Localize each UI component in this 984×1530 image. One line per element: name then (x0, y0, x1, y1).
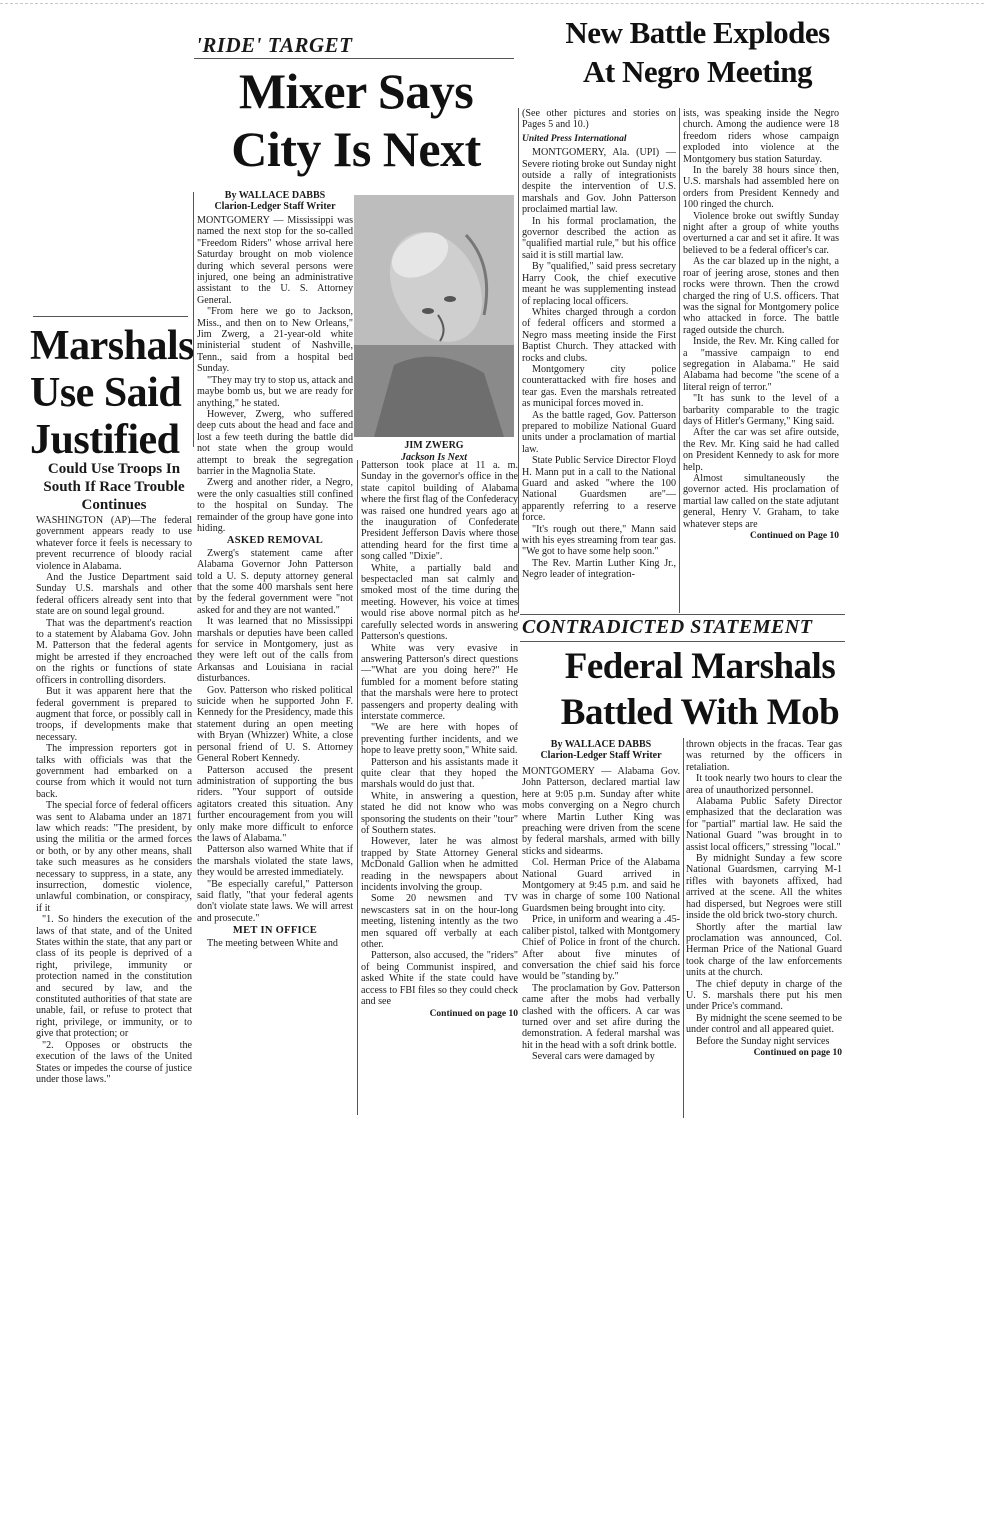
paragraph: After the car was set afire outside, the Rev. Mr. King said he had called on President Kennedy to ask for more help. (683, 427, 839, 473)
marshals-deck: Could Use Troops In South If Race Trouble Continues (43, 461, 185, 513)
paragraph: As the car blazed up in the night, a roar of jeering arose, stones and then rocks were thrown. Then the crowd charged the ring of U.S. officers. That was the signal for Montgomery police who attacked in force. The battle raged outside the church. (683, 256, 839, 336)
battle-headline-line2: At Negro Meeting (582, 54, 812, 89)
battle-column-2 (683, 108, 839, 542)
paragraph: However, later he was almost trapped by State Attorney General McDonald Gallion when he admitted reading in the newspapers about incidents involving the group. (361, 836, 518, 894)
section-rule (520, 641, 845, 642)
paragraph: As the battle raged, Gov. Patterson prepared to mobilize National Guard units under a proclamation of martial law. (522, 409, 676, 455)
paragraph: Price, in uniform and wearing a .45-caliber pistol, talked with Montgomery Chief of Police in front of the church. After about five minutes of conversation the chief said his force would be "standing by." (522, 914, 680, 983)
paragraph: Violence broke out swiftly Sunday night after a group of white youths overturned a car and set it afire. It was believed to be a federal officer's car. (683, 210, 839, 256)
paragraph: The impression reporters got in talks with officials was that the government had embarked on a course from which it would not turn back. (36, 743, 192, 800)
paragraph: ists, was speaking inside the Negro church. Among the audience were 18 freedom riders whose campaign exploded into violence at the Montgomery bus station Saturday. (683, 108, 839, 165)
paragraph: Patterson and his assistants made it quite clear that they hoped the marshals would do just that. (361, 756, 518, 791)
marshals-top-rule (33, 316, 188, 317)
paragraph: The chief deputy in charge of the U. S. marshals there put his men under Price's command. (686, 978, 842, 1013)
column-divider (357, 460, 358, 1115)
federal-headline-line1: Federal Marshals (564, 646, 836, 687)
marshals-body (36, 515, 192, 1085)
mixer-subhead-met-in-office: MET IN OFFICE (232, 925, 318, 937)
paragraph: However, Zwerg, who suffered deep cuts about the head and face and lost a few teeth during the battle did not state when the group would attempt to break the segregation barrier in the Magnolia State. (197, 408, 353, 477)
paragraph: "It's rough out there," Mann said with his eyes streaming from tear gas. "We got to have some help soon." (522, 523, 676, 558)
paragraph: And the Justice Department said Sunday U.S. marshals and other federal officers already sent into that state are on sound legal ground. (36, 572, 192, 618)
marshals-headline-line3: Justified (30, 417, 180, 463)
paragraph: White, in answering a question, stated he did not know who was sponsoring the students on their "tour" of Southern states. (361, 790, 518, 836)
paragraph: That was the department's reaction to a statement by Alabama Gov. John M. Patterson that the federal agents might be arrested if they encroached on the rights or functions of state officers in controlling disorders. (36, 617, 192, 686)
paragraph: Col. Herman Price of the Alabama National Guard arrived in Montgomery at 9:45 p.m. and said he was in charge of some 100 National Guardsmen being brought into city. (522, 857, 680, 914)
paragraph: "1. So hinders the execution of the laws of that state, and of the United States within the state, that any part or class of its people is deprived of a right, privilege, immunity or protection named in the constitution and secured by law, and the constituted authorities of that state are unable, fail, or refuse to protect that right, privilege, or immunity, or to give that protection; or (36, 914, 192, 1040)
paragraph: White, a partially bald and bespectacled man sat calmly and smoked most of the time during the meeting. However, his voice at times would rise above normal pitch as he carefully selected words in answering Patterson's questions. (361, 562, 518, 643)
paragraph: MONTGOMERY — Mississippi was named the next stop for the so-called "Freedom Riders" whose arrival here Saturday brought on mob violence during which several persons were injured, one being an administrative assistant to the U. S. Attorney General. (197, 215, 353, 306)
paragraph: State Public Service Director Floyd H. Mann put in a call to the National Guard and asked "where the 100 National Guardsmen are"—apparently referring to a reserve force. (522, 455, 676, 524)
paragraph: Inside, the Rev. Mr. King called for a "massive campaign to end segregation in Alabama." He said Alabama had become "the scene of a literal reign of terror." (683, 336, 839, 393)
paragraph: "2. Opposes or obstructs the execution of the laws of the United States or impedes the course of justice under those laws." (36, 1039, 192, 1085)
paragraph: "From here we go to Jackson, Miss., and then on to New Orleans," Jim Zwerg, a 21-year-old white ministerial student of Nashville, Tenn., said from a hospital bed Sunday. (197, 306, 353, 375)
paragraph: Patterson, also accused, the "riders" of being Communist inspired, and asked White if the state could have access to FBI files so they could check and see (361, 950, 518, 1008)
paragraph: MONTGOMERY — Alabama Gov. John Patterson, declared martial law here at 9:05 p.m. Sunday after white mobs converging on a Negro church where Martin Luther King was preaching were driven from the scene by federal marshals, armed with billy sticks and sidearms. (522, 766, 680, 857)
paragraph: Gov. Patterson who risked political suicide when he supported John F. Kennedy for the Presidency, made this statement during an open meeting with Bryan (Whizzer) White, a close personal friend of U. S. Attorney General Robert Kennedy. (197, 684, 353, 765)
federal-headline-line2: Battled With Mob (560, 692, 840, 733)
mixer-byline: By WALLACE DABBS (224, 190, 326, 201)
jim-zwerg-photo (354, 195, 514, 437)
federal-continued: Continued on page 10 (753, 1047, 842, 1058)
paragraph: In his formal proclamation, the governor described the action as "qualified martial rule," but his office said it is still martial law. (522, 215, 676, 261)
paragraph: "They may try to stop us, attack and maybe bomb us, but we are ready for anything," he stated. (197, 374, 353, 409)
federal-byline: By WALLACE DABBS (550, 739, 652, 750)
paragraph: By "qualified," said press secretary Harry Cook, the chief executive meant he was supplementing instead of replacing local officers. (522, 261, 676, 307)
battle-headline-line1: New Battle Explodes (565, 15, 830, 50)
paragraph: Several cars were damaged by (532, 1051, 655, 1063)
column-divider (679, 108, 680, 613)
federal-kicker: CONTRADICTED STATEMENT (522, 616, 813, 638)
federal-column-2 (686, 739, 842, 1059)
paragraph: By midnight Sunday a few score National Guardsmen, carrying M-1 rifles with bayonets affixed, had arrived at the scene. All the whites had dispersed, but Negroes were still inside the old brick two-story church. (686, 853, 842, 922)
paragraph: MONTGOMERY, Ala. (UPI) — Severe rioting broke out Sunday night outside a rally of integrationists despite the intervention of U.S. marshals and Gov. John Patterson proclaimed martial law. (522, 147, 676, 216)
paragraph: Alabama Public Safety Director emphasized that the declaration was for "partial" martial law. He said the National Guard "was brought in to assist local officers," stressing "local." (686, 796, 842, 853)
section-rule (520, 614, 845, 615)
column-divider (683, 738, 684, 1118)
paragraph: The Rev. Martin Luther King Jr., Negro leader of integration- (522, 557, 676, 581)
mixer-continued: Continued on page 10 (429, 1008, 518, 1019)
marshals-headline-line2: Use Said (30, 370, 182, 416)
paragraph: It took nearly two hours to clear the area of unauthorized personnel. (686, 773, 842, 796)
federal-column-1 (522, 766, 680, 1063)
paragraph: Montgomery city police counterattacked with fire hoses and tear gas. Even the marshals retreated as municipal forces moved in. (522, 363, 676, 410)
paragraph: Almost simultaneously the governor acted. His proclamation of martial law called on the state adjutant general, Henry V. Graham, to take whatever steps are (683, 473, 839, 530)
kicker-rule (194, 58, 514, 59)
battle-column-1 (522, 108, 676, 581)
battle-continued: Continued on Page 10 (750, 531, 839, 542)
paragraph: Some 20 newsmen and TV newscasters sat in on the hour-long meeting, listening intently as the two men squared off verbally at each other. (361, 893, 518, 951)
photo-caption-name: JIM ZWERG (404, 440, 464, 451)
paragraph: Patterson took place at 11 a. m. Sunday in the governor's office in the state capitol building of Alabama where the first flag of the Confederacy was raised one hundred years ago at the inauguration of Confederate President Jefferson Davis where those attending heard for the first time a song called "Dixie". (361, 460, 518, 563)
federal-byline-title: Clarion-Ledger Staff Writer (540, 750, 662, 761)
column-divider (518, 108, 519, 613)
column-divider (193, 192, 194, 447)
wire-credit: United Press International (522, 133, 627, 144)
page-edge-rule (0, 3, 984, 4)
paragraph: Before the Sunday night services (696, 1035, 830, 1047)
paragraph: It was learned that no Mississippi marshals or deputies have been called for service in Montgomery, just as they were left out of the calls from Arkansas and Louisiana in racial disturbances. (197, 616, 353, 685)
mixer-headline-line2: City Is Next (231, 121, 481, 177)
paragraph: Zwerg's statement came after Alabama Governor John Patterson told a U. S. deputy attorney general that the some 400 marshals sent here by the federal government were "not asked for and they are not wanted." (197, 547, 353, 616)
mixer-byline-title: Clarion-Ledger Staff Writer (214, 201, 336, 212)
mixer-subhead-asked-removal: ASKED REMOVAL (226, 535, 324, 547)
marshals-headline-line1: Marshals (30, 323, 194, 369)
paragraph: The special force of federal officers was sent to Alabama under an 1871 law which reads: "The president, by using the militia or the armed forces or both, or by any other means, shall take such measures as he considers necessary to suppress, in a state, any insurrection, domestic violence, unlawful combination, or conspiracy, if it (36, 800, 192, 914)
paragraph: The meeting between White and (207, 937, 338, 949)
paragraph: The proclamation by Gov. Patterson came after the mobs had verbally clashed with the officers. A car was turned over and set afire during the demonstration. A federal marshal was hit in the head with a soft drink bottle. (522, 982, 680, 1051)
paragraph: White was very evasive in answering Patterson's direct questions—"What are you doing here?" He fumbled for a moment before stating that the marshals were here to protect passengers and property dealing with interstate commerce. (361, 642, 518, 722)
paragraph: thrown objects in the fracas. Tear gas was returned by the officers in retaliation. (686, 739, 842, 773)
mixer-kicker: 'RIDE' TARGET (196, 33, 353, 57)
mixer-column-1 (197, 215, 353, 949)
paragraph: "It has sunk to the level of a barbarity comparable to the tragic days of Hitler's Germany," King said. (683, 393, 839, 427)
mixer-column-2 (361, 460, 518, 1020)
paragraph: By midnight the scene seemed to be under control and all appeared quiet. (686, 1012, 842, 1036)
paragraph: Patterson accused the present administration of supporting the bus riders. "Your support of outside agitators created this situation. Any further encouragement from you will only make more difficult to enforce the laws of Alabama." (197, 764, 353, 844)
paragraph: WASHINGTON (AP)—The federal government appears ready to use whatever force it feels is necessary to prevent recurrence of bloody racial violence in Alabama. (36, 515, 192, 572)
paragraph: In the barely 38 hours since then, U.S. marshals had assembled here on orders from President Kennedy and 100 ringed the church. (683, 165, 839, 211)
paragraph: "Be especially careful," Patterson said flatly, "that your federal agents don't violate state laws. We will arrest and prosecute." (197, 878, 353, 924)
paragraph: Shortly after the martial law proclamation was announced, Col. Herman Price of the National Guard took charge of the law enforcements units at the church. (686, 921, 842, 979)
paragraph: Whites charged through a cordon of federal officers and stormed a Negro mass meeting inside the First Baptist Church. They attacked with rocks and clubs. (522, 306, 676, 364)
paragraph: Patterson also warned White that if the marshals violated the state laws, they would be arrested immediately. (197, 844, 353, 879)
paragraph: Zwerg and another rider, a Negro, were the only casualties still confined to the hospital on Sunday. The remainder of the group have gone into hiding. (197, 477, 353, 534)
photo-caption-sub: Jackson Is Next (400, 451, 468, 463)
mixer-headline-line1: Mixer Says (238, 63, 474, 119)
hospital-portrait-image (354, 195, 514, 437)
paragraph: But it was apparent here that the federal government is prepared to augment that force, or possibly call in troops, if developments make that necessary. (36, 686, 192, 743)
paragraph: "We are here with hopes of preventing further incidents, and we hope to leave pretty soon," White said. (361, 722, 518, 757)
paragraph: (See other pictures and stories on Pages 5 and 10.) (522, 108, 676, 131)
